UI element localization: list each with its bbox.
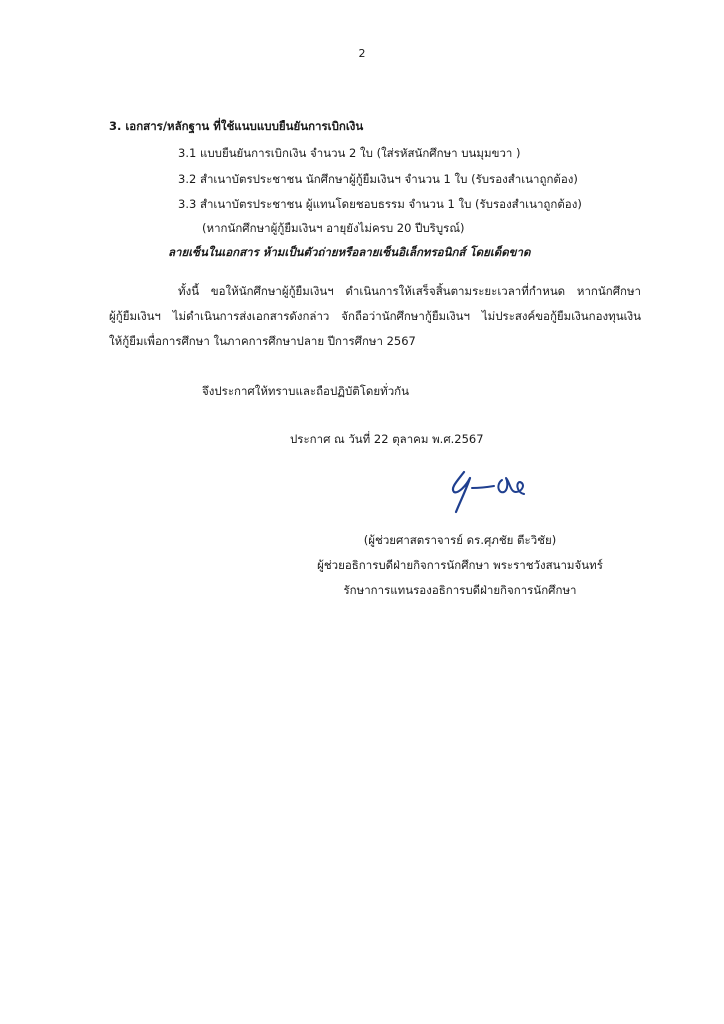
paragraph-line: ผู้กู้ยืมเงินฯ ไม่ดำเนินการส่งเอกสารดังกล่าว จักถือว่านักศึกษากู้ยืมเงินฯ ไม่ประสงค์ขอกู้ยืมเงินกองทุนเงิน [109, 309, 641, 323]
paragraph-line: ทั้งนี้ ขอให้นักศึกษาผู้กู้ยืมเงินฯ ดำเนินการให้เสร็จสิ้นตามระยะเวลาที่กำหนด หากนักศึกษา [178, 284, 641, 298]
list-item: 3.2 สำเนาบัตรประชาชน นักศึกษาผู้กู้ยืมเงินฯ จำนวน 1 ใบ (รับรองสำเนาถูกต้อง) [178, 172, 578, 186]
list-item: 3.3 สำเนาบัตรประชาชน ผู้แทนโดยชอบธรรม จำนวน 1 ใบ (รับรองสำเนาถูกต้อง) [178, 197, 582, 211]
page-number: 2 [358, 47, 366, 60]
signatory-position: ผู้ช่วยอธิการบดีฝ่ายกิจการนักศึกษา พระราชวังสนามจันทร์ [317, 558, 603, 572]
signature-stroke-2 [472, 486, 494, 488]
age-note: (หากนักศึกษาผู้กู้ยืมเงินฯ อายุยังไม่ครบ 20 ปีบริบูรณ์) [202, 221, 465, 235]
signature-stroke-3 [498, 478, 524, 494]
handwritten-signature [446, 466, 536, 516]
section-heading: 3. เอกสาร/หลักฐาน ที่ใช้แนบแบบยืนยันการเบิกเงิน [109, 119, 364, 133]
announcement-date: ประกาศ ณ วันที่ 22 ตุลาคม พ.ศ.2567 [290, 432, 484, 446]
paragraph-line: ให้กู้ยืมเพื่อการศึกษา ในภาคการศึกษาปลาย ปีการศึกษา 2567 [109, 334, 416, 348]
signatory-acting-position: รักษาการแทนรองอธิการบดีฝ่ายกิจการนักศึกษา [343, 583, 577, 597]
closing-statement: จึงประกาศให้ทราบและถือปฏิบัติโดยทั่วกัน [202, 384, 409, 398]
signature-warning: ลายเซ็นในเอกสาร ห้ามเป็นตัวถ่ายหรือลายเซ็นอิเล็กทรอนิกส์ โดยเด็ดขาด [168, 245, 531, 259]
signatory-name: (ผู้ช่วยศาสตราจารย์ ดร.ศุภชัย ตีะวิชัย) [363, 533, 557, 547]
signature-stroke-1 [453, 472, 470, 512]
list-item: 3.1 แบบยืนยันการเบิกเงิน จำนวน 2 ใบ (ใส่รหัสนักศึกษา บนมุมขวา ) [178, 146, 521, 160]
